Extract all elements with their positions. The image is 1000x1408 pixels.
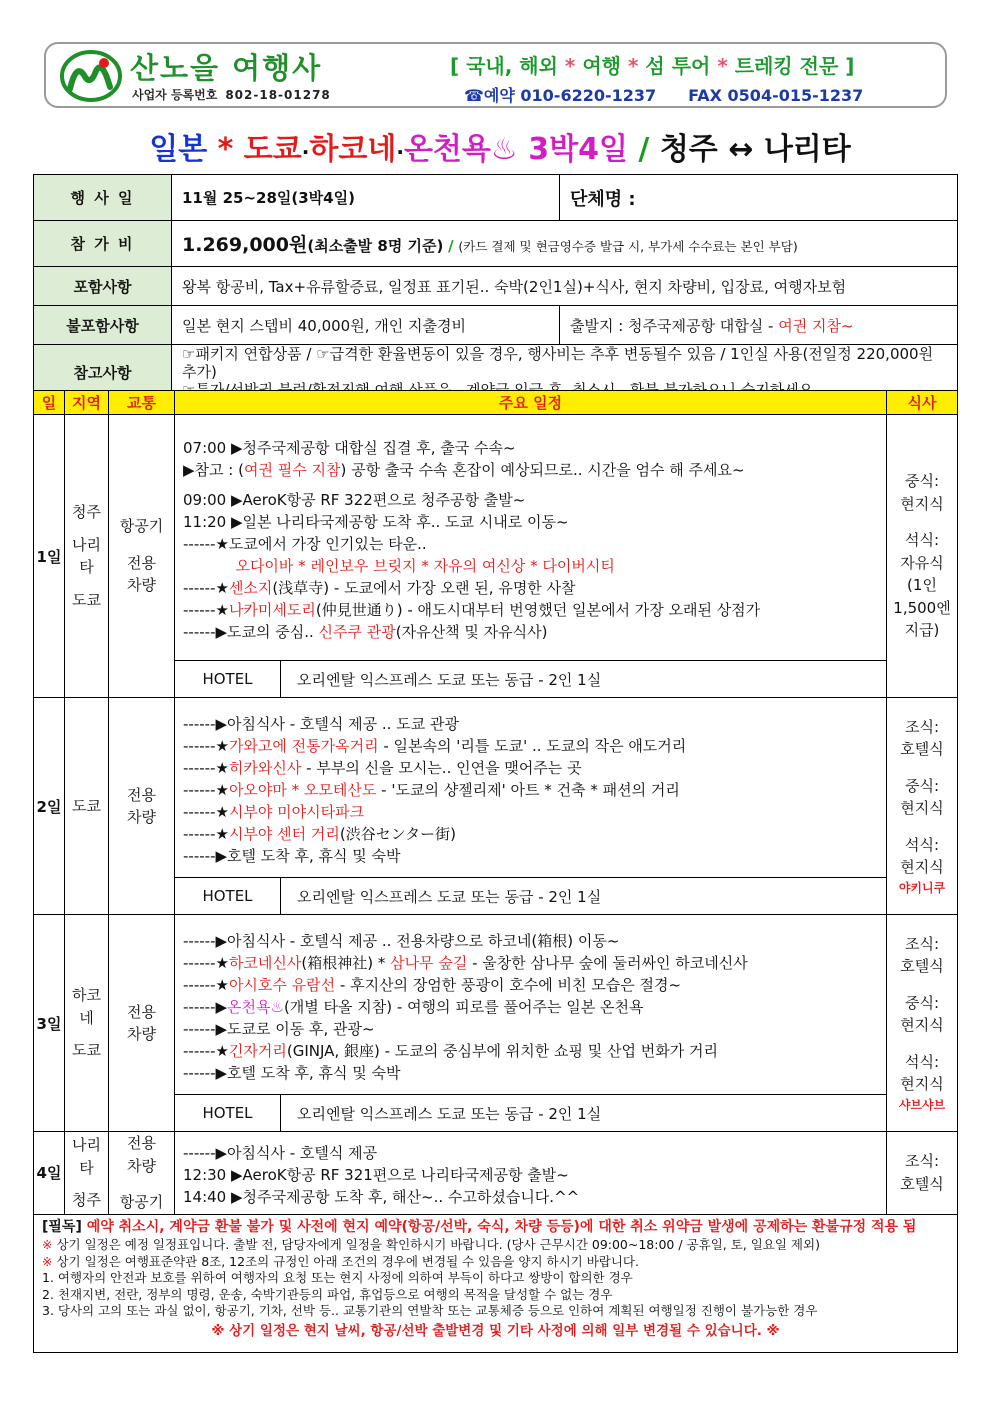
terms-notes: [33, 1213, 958, 1353]
day-transport: 항공기 전용차량: [109, 415, 175, 698]
day-transport: 전용차량 항공기: [109, 1132, 175, 1215]
day-meals: 조식: 호텔식 중식: 현지식 석식: 현지식 야키니쿠: [887, 698, 958, 915]
schedule-item: 09:00 ▶AeroK항공 RF 322편으로 청주공항 출발~: [183, 490, 526, 509]
group-name: 단체명 :: [560, 175, 958, 221]
itinerary-day-row: [34, 415, 958, 661]
hotel-label: HOTEL: [175, 878, 281, 915]
hotel-label: HOTEL: [175, 1095, 281, 1132]
day-number: 4일: [34, 1132, 65, 1215]
included-label: 포함사항: [34, 267, 172, 306]
hotel-name: 오리엔탈 익스프레스 도쿄 또는 동급 - 2인 1실: [281, 661, 887, 698]
reference-label: 참고사항: [34, 345, 172, 400]
date-label: 행 사 일: [34, 175, 172, 221]
schedule-item: ------▶도쿄의 중심.. 신주쿠 관광(자유산책 및 자유식사): [183, 622, 548, 641]
schedule-item: ------▶아침식사 - 호텔식 제공: [183, 1143, 378, 1162]
day-meals: 조식: 호텔식: [887, 1132, 958, 1215]
schedule-item: ------★시부야 미야시타파크: [183, 802, 365, 821]
schedule-item: ------▶아침식사 - 호텔식 제공 .. 전용차량으로 하코네(箱根) 이동~: [183, 931, 620, 950]
schedule-item: ------▶도쿄로 이동 후, 관광~: [183, 1019, 375, 1038]
schedule-item: ------★아오야마 * 오모테산도 - '도쿄의 샹젤리제' 아트 * 건축 * 패션의 거리: [183, 780, 680, 799]
day-schedule: [175, 415, 887, 661]
note-line-1: ※ 상기 일정은 예정 일정표입니다. 출발 전, 담당자에게 일정을 확인하시기 바랍니다. (당사 근무시간 09:00~18:00 / 공휴일, 토, 일요일 제외): [42, 1237, 820, 1252]
itinerary-day-row: [34, 698, 958, 878]
day-transport: 전용차량: [109, 915, 175, 1132]
day-schedule: [175, 698, 887, 878]
schedule-item: ------★아시호수 유람선 - 후지산의 장엄한 풍광이 호수에 비친 모습은 절경~: [183, 975, 682, 994]
day-number: 2일: [34, 698, 65, 915]
schedule-item: ------★시부야 센터 거리(渋谷センター街): [183, 824, 457, 843]
schedule-item: ------★나카미세도리(仲見世通り) - 애도시대부터 번영했던 일본에서 가장 오래된 상점가: [183, 600, 761, 619]
rule-2: 2. 천재지변, 전란, 정부의 명령, 운송, 숙박기관등의 파업, 휴업등으로 여행의 목적을 달성할 수 없는 경우: [42, 1286, 613, 1302]
schedule-item: 14:40 ▶청주국제공항 도착 후, 해산~.. 수고하셨습니다.^^: [183, 1187, 580, 1206]
schedule-item: ------▶온천욕♨(개별 타올 지참) - 여행의 피로를 풀어주는 일본 온천욕: [183, 997, 644, 1016]
excluded-value: 일본 현지 스텝비 40,000원, 개인 지출경비: [172, 306, 560, 345]
itinerary-day-row: [34, 1132, 958, 1215]
schedule-item: ------▶호텔 도착 후, 휴식 및 숙박: [183, 846, 401, 865]
hotel-label: HOTEL: [175, 661, 281, 698]
day-region: 청주 나리타 도쿄: [65, 415, 109, 698]
date-value: 11월 25~28일(3박4일): [172, 175, 560, 221]
schedule-item: ------★긴자거리(GINJA, 銀座) - 도쿄의 중심부에 위치한 쇼핑 및 산업 번화가 거리: [183, 1041, 718, 1060]
day-meals: 중식: 현지식 석식: 자유식 (1인 1,500엔 지급): [887, 415, 958, 698]
col-main: 주요 일정: [175, 391, 887, 415]
brand-name: 산노을 여행사: [130, 51, 323, 85]
trip-info-table: [33, 174, 958, 400]
departure-info: 출발지 : 청주국제공항 대합실 - 여권 지참~: [560, 306, 958, 345]
day-number: 3일: [34, 915, 65, 1132]
hotel-name: 오리엔탈 익스프레스 도쿄 또는 동급 - 2인 1실: [281, 1095, 887, 1132]
contact-info: [464, 83, 863, 106]
schedule-item: ------★도쿄에서 가장 인기있는 타운..: [183, 534, 427, 553]
page-title: 일본 * 도쿄·하코네·온천욕♨ 3박4일 / 청주 ↔ 나리타: [149, 132, 851, 167]
itinerary-day-row: [34, 915, 958, 1095]
day-transport: 전용차량: [109, 698, 175, 915]
included-value: 왕복 항공비, Tax+유류할증료, 일정표 표기된.. 숙박(2인1실)+식사, 현지 차량비, 입장료, 여행자보험: [172, 267, 958, 306]
col-meal: 식사: [887, 391, 958, 415]
fax-number: FAX 0504-015-1237: [688, 86, 864, 105]
registration-number: 사업자 등록번호 802-18-01278: [132, 88, 331, 102]
hotel-name: 오리엔탈 익스프레스 도쿄 또는 동급 - 2인 1실: [281, 878, 887, 915]
itinerary-table: [33, 390, 958, 1215]
schedule-item: ------▶호텔 도착 후, 휴식 및 숙박: [183, 1063, 401, 1082]
rule-1: 1. 여행자의 안전과 보호를 위하여 여행자의 요청 또는 현지 사정에 의하여 부득이 하다고 쌍방이 합의한 경우: [42, 1270, 633, 1285]
col-day: 일: [34, 391, 65, 415]
schedule-item: ▶참고 : (여권 필수 지참) 공항 출국 수속 혼잡이 예상되므로.. 시간을 엄수 해 주세요~: [183, 460, 745, 479]
slogan: [ 국내, 해외 * 여행 * 섬 투어 * 트레킹 전문 ]: [450, 54, 855, 78]
day-schedule: [175, 915, 887, 1095]
company-logo-icon: [60, 49, 122, 103]
day-schedule: [175, 1132, 887, 1215]
col-transport: 교통: [109, 391, 175, 415]
reference-notes: ☞패키지 연합상품 / ☞급격한 환율변동이 있을 경우, 행사비는 추후 변동될수 있음 / 1인실 사용(전일정 220,000원 추가): [172, 345, 958, 400]
schedule-item: 오다이바 * 레인보우 브릿지 * 자유의 여신상 * 다이버시티: [235, 556, 615, 575]
day-number: 1일: [34, 415, 65, 698]
day-meals: 조식: 호텔식 중식: 현지식 석식: 현지식 샤브샤브: [887, 915, 958, 1132]
schedule-item: ------★센소지(浅草寺) - 도쿄에서 가장 오랜 된, 유명한 사찰: [183, 578, 576, 597]
col-region: 지역: [65, 391, 109, 415]
schedule-item: ------★히카와신사 - 부부의 신을 모시는.. 인연을 맺어주는 곳: [183, 758, 582, 777]
schedule-item: 11:20 ▶일본 나리타국제공항 도착 후.. 도쿄 시내로 이동~: [183, 512, 569, 531]
excluded-label: 불포함사항: [34, 306, 172, 345]
schedule-item: ------★가와고에 전통가옥거리 - 일본속의 '리틀 도쿄' .. 도쿄의 작은 애도거리: [183, 736, 687, 755]
phone-number: ☎예약 010-6220-1237: [464, 86, 657, 105]
fee-label: 참 가 비: [34, 221, 172, 267]
schedule-item: 07:00 ▶청주국제공항 대합실 집결 후, 출국 수속~: [183, 438, 516, 457]
day-region: 하코네 도쿄: [65, 915, 109, 1132]
fee-value: 1.269,000원(최소출발 8명 기준) / (카드 결제 및 현금영수증 발급 시, 부가세 수수료는 본인 부담): [172, 221, 958, 267]
rule-3: 3. 당사의 고의 또는 과실 없이, 항공기, 기차, 선박 등.. 교통기관의 연발착 또는 교통체증 등으로 인하여 계획된 여행일정 진행이 불가능한 경우: [42, 1303, 818, 1318]
company-banner: [44, 42, 947, 108]
day-region: 도쿄: [65, 698, 109, 915]
final-note: ※ 상기 일정은 현지 날씨, 항공/선박 출발변경 및 기타 사정에 의해 일부 변경될 수 있습니다. ※: [211, 1322, 780, 1339]
note-line-2: ※ 상기 일정은 여행표준약관 8조, 12조의 규정인 아래 조건의 경우에 변경될 수 있음을 양지 하시기 바랍니다.: [42, 1253, 639, 1269]
day-region: 나리타 청주: [65, 1132, 109, 1215]
schedule-item: ------▶아침식사 - 호텔식 제공 .. 도쿄 관광: [183, 714, 459, 733]
must-read-note: [필독] 예약 취소시, 계약금 환불 불가 및 사전에 현지 예약(항공/선박, 숙식, 차량 등등)에 대한 취소 위약금 발생에 공제하는 환불규정 적용 됨: [42, 1219, 917, 1235]
schedule-item: 12:30 ▶AeroK항공 RF 321편으로 나리타국제공항 출발~: [183, 1165, 569, 1184]
schedule-item: ------★하코네신사(箱根神社) * 삼나무 숲길 - 울창한 삼나무 숲에 둘러싸인 하코네신사: [183, 953, 748, 972]
